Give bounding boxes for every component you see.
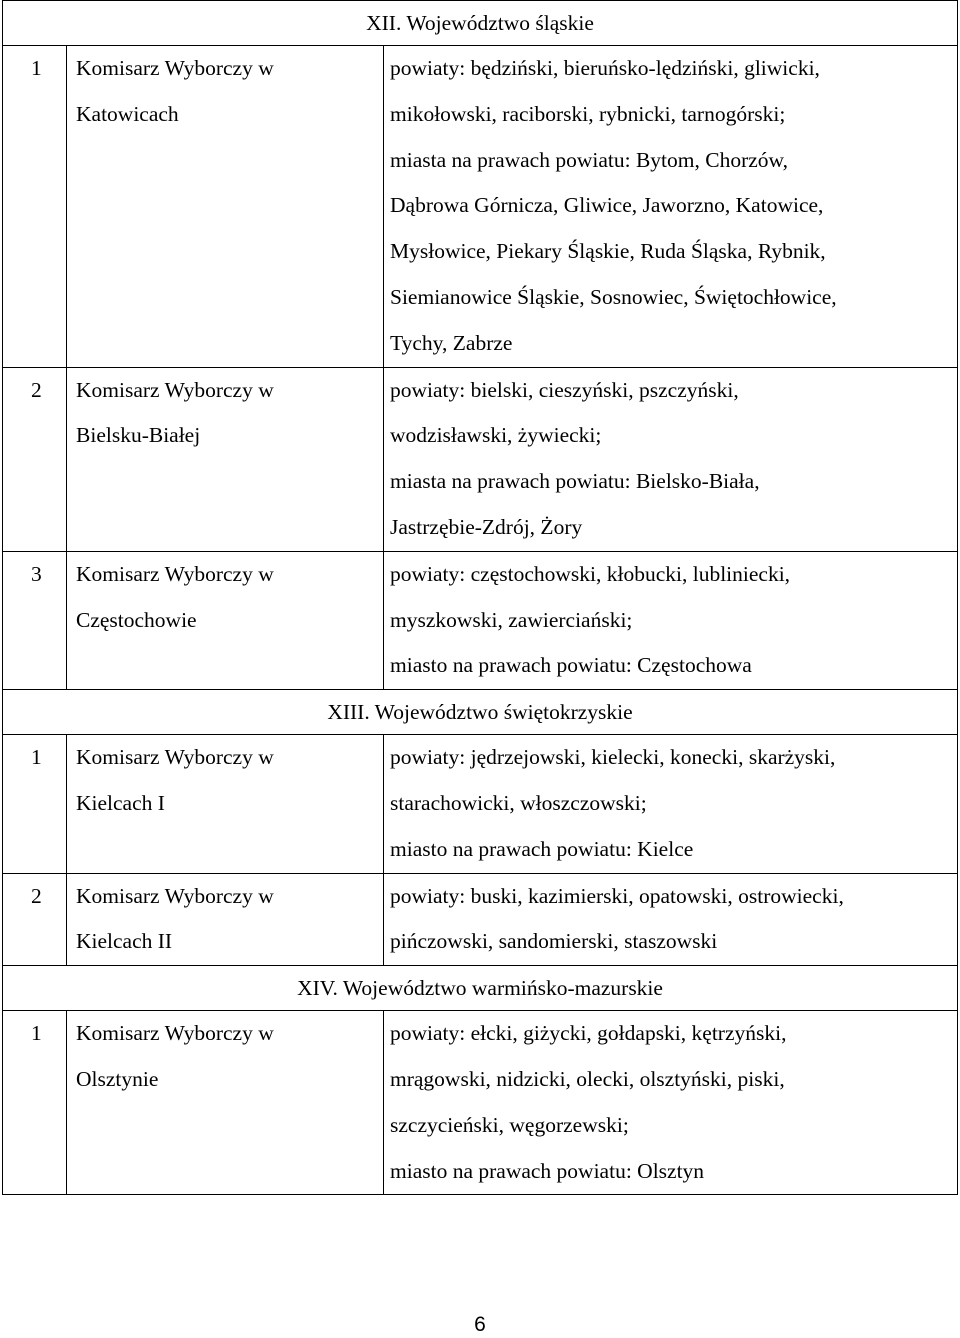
- commissioner-row: [3, 551, 958, 689]
- row-number-cell: [3, 367, 67, 551]
- commissioner-row: [3, 367, 958, 551]
- commissioner-name-line: Częstochowie: [76, 607, 197, 632]
- jurisdiction-line: Mysłowice, Piekary Śląskie, Ruda Śląska, Rybnik,: [390, 239, 826, 264]
- commissioner-name-line: Kielcach I: [76, 790, 165, 815]
- row-number: 3: [31, 561, 42, 586]
- commissioner-name-line: Komisarz Wyborczy w: [76, 377, 274, 402]
- section-header-row: [3, 1, 958, 46]
- commissioner-name-line: Kielcach II: [76, 929, 173, 954]
- jurisdiction-line: Dąbrowa Górnicza, Gliwice, Jaworzno, Katowice,: [390, 193, 824, 218]
- row-number: 2: [31, 377, 42, 402]
- jurisdiction-line: mrągowski, nidzicki, olecki, olsztyński, piski,: [390, 1066, 785, 1091]
- districts-table-body: [3, 1, 958, 1195]
- commissioner-name-line: Komisarz Wyborczy w: [76, 561, 274, 586]
- commissioner-row: [3, 873, 958, 966]
- jurisdiction-line: myszkowski, zawierciański;: [390, 607, 633, 632]
- jurisdiction-line: powiaty: buski, kazimierski, opatowski, ostrowiecki,: [390, 883, 844, 908]
- commissioner-name-cell: [67, 735, 384, 873]
- jurisdiction-line: powiaty: częstochowski, kłobucki, lubliniecki,: [390, 561, 791, 586]
- jurisdiction-cell: [384, 46, 958, 368]
- jurisdiction-line: starachowicki, włoszczowski;: [390, 790, 647, 815]
- commissioner-row: [3, 735, 958, 873]
- section-header-row: [3, 966, 958, 1011]
- commissioner-name-line: Komisarz Wyborczy w: [76, 745, 274, 770]
- jurisdiction-line: miasto na prawach powiatu: Kielce: [390, 836, 694, 861]
- row-number-cell: [3, 735, 67, 873]
- commissioner-name-line: Komisarz Wyborczy w: [76, 1021, 274, 1046]
- commissioner-name-line: Olsztynie: [76, 1066, 159, 1091]
- jurisdiction-line: miasto na prawach powiatu: Olsztyn: [390, 1158, 705, 1183]
- jurisdiction-line: powiaty: ełcki, giżycki, gołdapski, kętrzyński,: [390, 1021, 787, 1046]
- page-number: 6: [474, 1313, 486, 1336]
- jurisdiction-line: wodzisławski, żywiecki;: [390, 423, 602, 448]
- commissioner-name-line: Bielsku-Białej: [76, 423, 201, 448]
- row-number-cell: [3, 551, 67, 689]
- section-title: XIV. Województwo warmińsko-mazurskie: [3, 966, 958, 1011]
- row-number: 1: [31, 745, 42, 770]
- row-number-cell: [3, 1011, 67, 1195]
- row-number: 1: [31, 56, 42, 80]
- commissioner-row: [3, 46, 958, 368]
- commissioner-name-cell: [67, 873, 384, 966]
- row-number: 1: [31, 1021, 42, 1046]
- commissioner-name-line: Komisarz Wyborczy w: [76, 883, 274, 908]
- commissioner-name-line: Katowicach: [76, 101, 179, 126]
- jurisdiction-line: Jastrzębie-Zdrój, Żory: [390, 514, 583, 539]
- jurisdiction-cell: [384, 873, 958, 966]
- commissioner-name-cell: [67, 46, 384, 368]
- commissioner-name-cell: [67, 551, 384, 689]
- jurisdiction-line: powiaty: będziński, bieruńsko-lędziński, gliwicki,: [390, 56, 820, 80]
- jurisdiction-line: miasta na prawach powiatu: Bytom, Chorzów,: [390, 147, 789, 172]
- commissioner-name-line: Komisarz Wyborczy w: [76, 56, 274, 80]
- commissioner-name-cell: [67, 1011, 384, 1195]
- jurisdiction-line: powiaty: bielski, cieszyński, pszczyński,: [390, 377, 739, 402]
- commissioner-row: [3, 1011, 958, 1195]
- jurisdiction-line: pińczowski, sandomierski, staszowski: [390, 929, 718, 954]
- jurisdiction-line: powiaty: jędrzejowski, kielecki, konecki, skarżyski,: [390, 745, 836, 770]
- jurisdiction-cell: [384, 735, 958, 873]
- section-title: XIII. Województwo świętokrzyskie: [3, 690, 958, 735]
- jurisdiction-line: miasta na prawach powiatu: Bielsko-Biała,: [390, 469, 760, 494]
- jurisdiction-line: szczycieński, węgorzewski;: [390, 1112, 629, 1137]
- row-number: 2: [31, 883, 42, 908]
- row-number-cell: [3, 46, 67, 368]
- jurisdiction-cell: [384, 367, 958, 551]
- section-title: XII. Województwo śląskie: [3, 1, 958, 46]
- section-header-row: [3, 690, 958, 735]
- jurisdiction-line: Siemianowice Śląskie, Sosnowiec, Świętochłowice,: [390, 284, 837, 309]
- jurisdiction-line: miasto na prawach powiatu: Częstochowa: [390, 653, 752, 678]
- districts-table: [2, 0, 958, 1195]
- commissioner-name-cell: [67, 367, 384, 551]
- jurisdiction-cell: [384, 1011, 958, 1195]
- jurisdiction-line: mikołowski, raciborski, rybnicki, tarnogórski;: [390, 101, 786, 126]
- jurisdiction-line: Tychy, Zabrze: [390, 330, 513, 355]
- jurisdiction-cell: [384, 551, 958, 689]
- row-number-cell: [3, 873, 67, 966]
